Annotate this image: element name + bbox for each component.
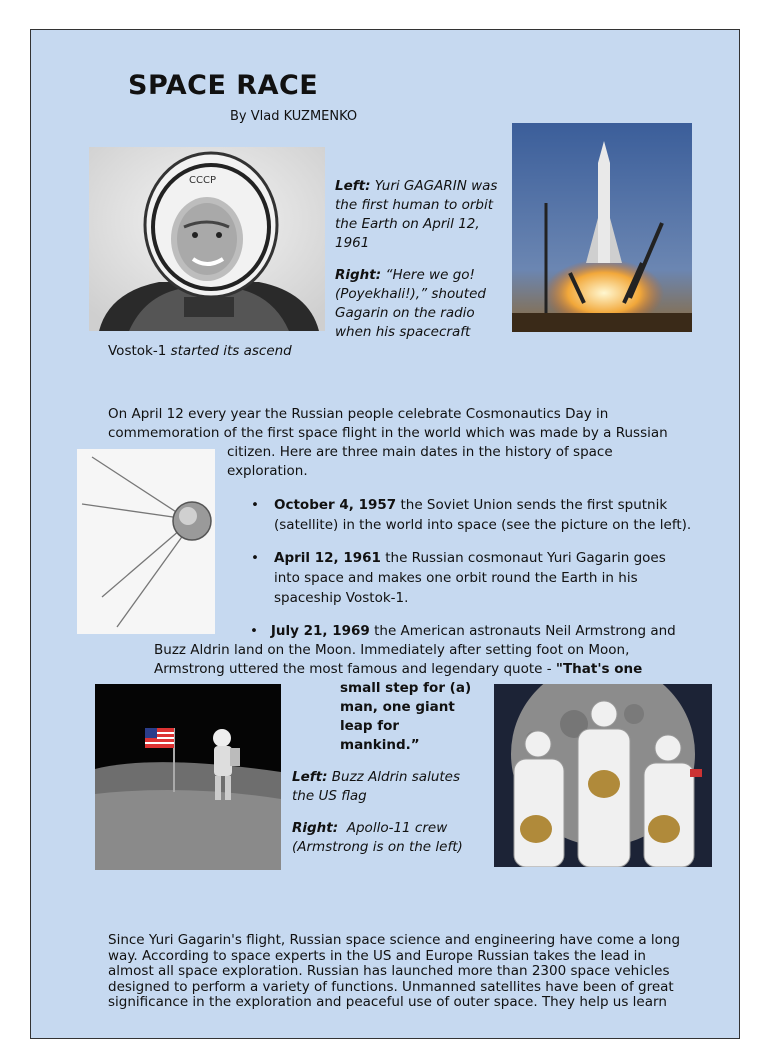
- caption-tail-italic: started its ascend: [170, 343, 292, 359]
- closing-line-3: almost all space exploration. Russian has launched more than 2300 space vehicles: [108, 963, 670, 979]
- quote-start: "That's one: [555, 661, 643, 677]
- intro-line-4: exploration.: [227, 463, 308, 479]
- bullet-icon: •: [251, 550, 259, 566]
- date-1957: October 4, 1957: [274, 497, 397, 513]
- byline: By Vlad KUZMENKO: [230, 109, 358, 124]
- page-title: SPACE RACE: [128, 70, 319, 101]
- vostok-launch-photo: [512, 123, 692, 332]
- caption-text-left-2: Buzz Aldrin salutes the US flag: [292, 769, 461, 804]
- closing-line-2: way. According to space experts in the US and Europe Russian takes the lead in: [108, 947, 646, 964]
- caption-right-crew: [292, 819, 477, 857]
- sputnik-photo: [77, 449, 215, 634]
- caption-right-launch: [335, 266, 507, 342]
- caption-label-right-2: Right:: [292, 820, 339, 836]
- aldrin-flag-photo: [95, 684, 281, 870]
- date-1969: July 21, 1969: [270, 623, 370, 639]
- closing-line-5: significance in the exploration and peaceful use of outer space. They help us learn: [108, 994, 667, 1010]
- caption-tail-plain: Vostok-1: [108, 343, 167, 359]
- caption-label-left: Left:: [335, 178, 371, 194]
- intro-line-3: citizen. Here are three main dates in the history of space: [227, 444, 613, 460]
- date-1961: April 12, 1961: [274, 550, 381, 566]
- intro-line-2: commemoration of the first space flight in the world which was made by a Russian: [108, 425, 668, 441]
- date-item-1969: [250, 622, 676, 641]
- date-1969-line-2: Buzz Aldrin land on the Moon. Immediately after setting foot on Moon,: [154, 642, 630, 658]
- date-1957-line-2: (satellite) in the world into space (see the picture on the left).: [274, 517, 692, 533]
- closing-paragraph: [108, 933, 728, 1011]
- closing-line-1: Since Yuri Gagarin's flight, Russian space science and engineering have come a long: [108, 932, 681, 948]
- svg-text:СССР: СССР: [189, 175, 216, 186]
- closing-line-4: designed to perform a variety of functions. Unmanned satellites have been of great: [108, 978, 674, 995]
- caption-left-aldrin: [292, 768, 472, 806]
- quote-line-1: small step for (a): [340, 680, 472, 696]
- apollo-crew-photo: [494, 684, 712, 867]
- date-1957-line-1: the Soviet Union sends the first sputnik: [400, 497, 668, 513]
- date-1969-line-3-wrap: [154, 660, 642, 679]
- date-1961-line-3: spaceship Vostok-1.: [274, 590, 409, 606]
- bullet-icon: •: [250, 623, 258, 639]
- caption-text-right: “Here we go! (Poyekhali!),” shouted Gagarin on the radio when his spacecraft: [335, 267, 486, 340]
- date-1961-line-2: into space and makes one orbit round the Earth in his: [274, 570, 638, 586]
- dates-list: [251, 495, 724, 535]
- caption-label-left-2: Left:: [292, 769, 328, 785]
- caption-label-right: Right:: [335, 267, 382, 283]
- date-item-1961: [251, 548, 724, 608]
- date-1969-line-1: the American astronauts Neil Armstrong and: [374, 623, 676, 639]
- quote-line-4: mankind.”: [340, 737, 420, 753]
- caption-text-left: Yuri GAGARIN was the first human to orbit the Earth on April 12, 1961: [335, 178, 498, 251]
- gagarin-photo: [89, 147, 325, 331]
- bullet-icon: •: [251, 497, 259, 513]
- caption-tail: [108, 343, 292, 359]
- caption-left-gagarin: [335, 177, 507, 253]
- quote-line-3: leap for: [340, 718, 400, 734]
- dates-list-2: [251, 548, 724, 608]
- quote-line-2: man, one giant: [340, 699, 455, 715]
- caption-text-right-2: Apollo-11 crew (Armstrong is on the left): [292, 820, 463, 855]
- date-1969-line-3: Armstrong uttered the most famous and legendary quote -: [154, 661, 552, 677]
- intro-line-1: On April 12 every year the Russian people celebrate Cosmonautics Day in: [108, 406, 609, 422]
- date-1961-line-1: the Russian cosmonaut Yuri Gagarin goes: [385, 550, 666, 566]
- date-item-1957: [251, 495, 724, 535]
